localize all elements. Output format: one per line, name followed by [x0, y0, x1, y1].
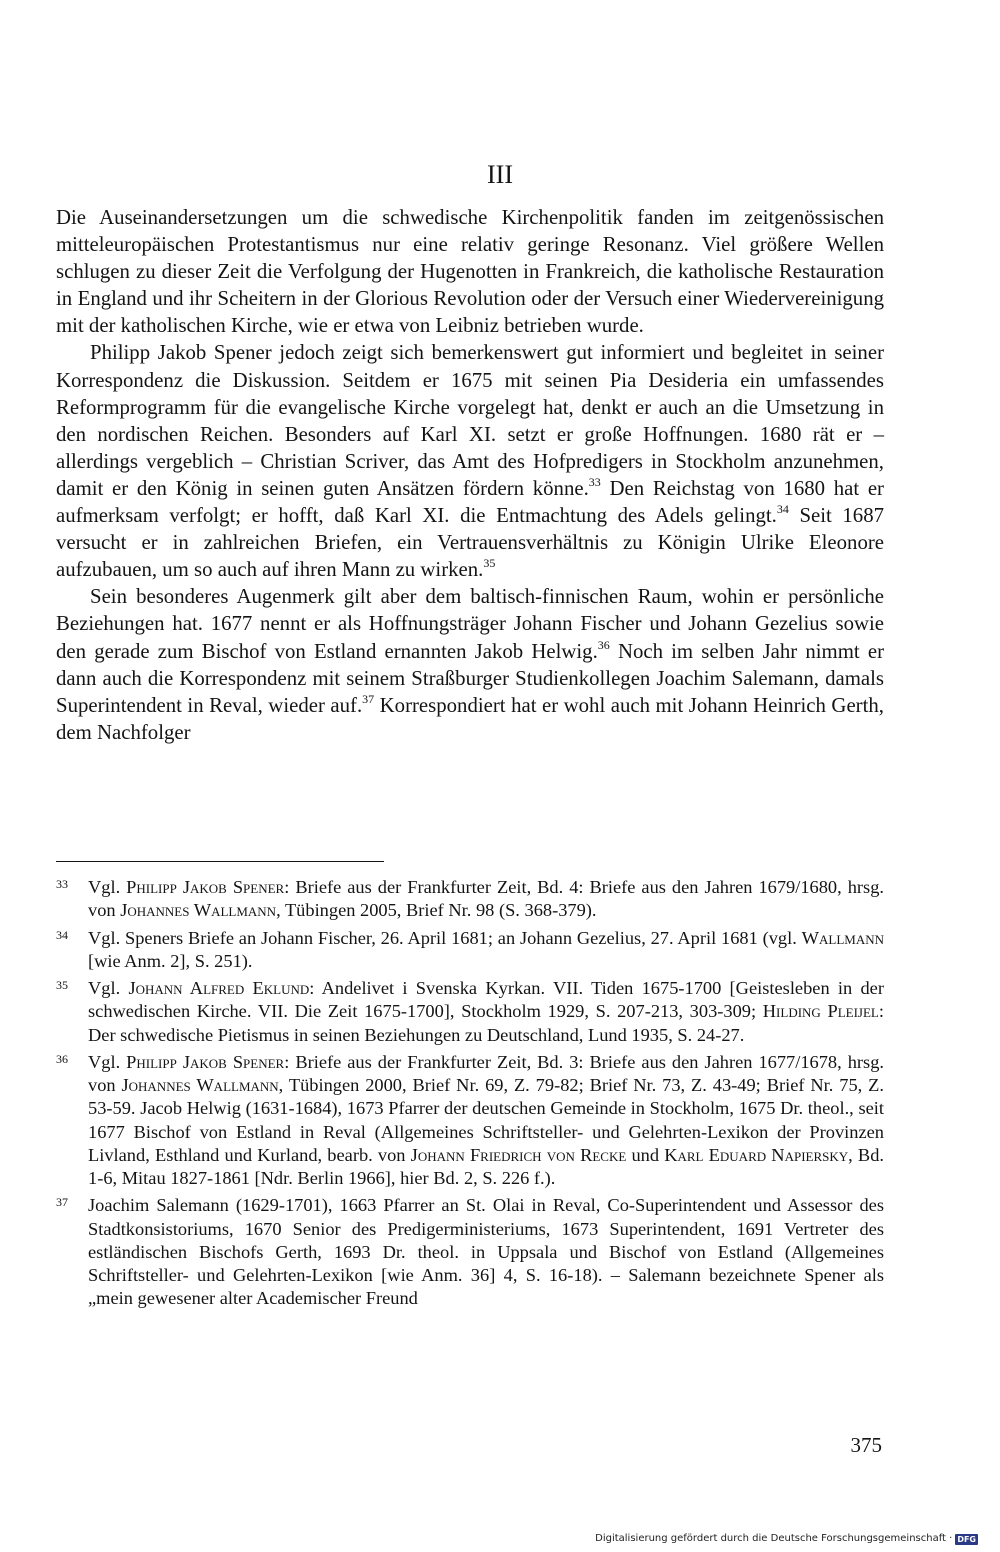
footnote-ref-35[interactable]: 35 — [483, 556, 496, 571]
footnote-34 — [56, 927, 884, 973]
paragraph-3-part-2: Noch im selben Jahr nimmt er dann auch die Korrespondenz mit seinem Straßburger Studienkollegen Joachim Salemann, damals Superintendent in Reval, wieder auf. — [56, 639, 885, 717]
footnote-text — [88, 927, 884, 973]
footnote-text-part: : Briefe aus der Frankfurter Zeit, Bd. 3: Briefe aus den Jahren 1677/1678, hrsg. von — [88, 1051, 884, 1096]
footnote-ref-37[interactable]: 37 — [362, 691, 375, 706]
footnote-ref-36[interactable]: 36 — [597, 637, 610, 652]
section-heading: III — [487, 160, 513, 189]
author-name: Philipp Jakob Spener — [126, 877, 285, 897]
footnote-36 — [56, 1051, 884, 1190]
footnote-text-part: Vgl. — [88, 1051, 127, 1072]
footnote-text-part: und — [626, 1144, 665, 1165]
dfg-logo-icon: DFG — [957, 1534, 976, 1544]
credit-text: Digitalisierung gefördert durch die Deutsche Forschungsgemeinschaft · — [595, 1533, 953, 1544]
footnote-33 — [56, 876, 884, 922]
footnote-text-part: , Tübingen 2005, Brief Nr. 98 (S. 368-379). — [276, 900, 597, 921]
footnote-text-part: , Bd. 1-6, Mitau 1827-1861 [Ndr. Berlin 1966], hier Bd. 2, S. 226 f.). — [88, 1144, 884, 1188]
footnote-text-part: : Der schwedische Pietismus in seinen Beziehungen zu Deutschland, Lund 1935, S. 24-27. — [88, 1001, 884, 1045]
author-name: Johannes Wallmann — [120, 900, 277, 921]
footnote-text-part: Vgl. Speners Briefe an Johann Fischer, 26. April 1681; an Johann Gezelius, 27. April 1681 (vgl. — [88, 927, 802, 948]
footnote-number: 36 — [56, 1051, 68, 1066]
footnote-37 — [56, 1194, 884, 1310]
footnote-ref-33[interactable]: 33 — [588, 474, 601, 489]
body-text — [56, 204, 884, 746]
page-number: 375 — [850, 1433, 882, 1457]
footnote-text-part: [wie Anm. 2], S. 251). — [88, 950, 253, 971]
author-name: Karl Eduard Napiersky — [664, 1144, 849, 1165]
author-name: Hilding Pleijel — [762, 1001, 879, 1022]
footnote-text — [88, 1051, 884, 1190]
footnote-text-part: , Tübingen 2000, Brief Nr. 69, Z. 79-82; Brief Nr. 73, Z. 43-49; Brief Nr. 75, Z. 53-59. Jacob Helwig (1631-1684), 1673 Pfarrer der deutschen Gemeinde in Stockholm, 1675 Dr. theol., seit 1677 Bischof von Estland in Reval (Allgemeines Schriftsteller- und Gelehrten-Lexikon der Provinzen Livland, Esthland und Kurland, bearb. von — [88, 1075, 884, 1165]
paragraph-2-part-3: Seit 1687 versucht er in zahlreichen Briefen, ein Vertrauensverhältnis zu Königin Ulrike Eleonore aufzubauen, um so auch auf ihren Mann zu wirken. — [56, 504, 885, 582]
paragraph-1: Die Auseinandersetzungen um die schwedische Kirchenpolitik fanden im zeitgenössischen mitteleuropäischen Protestantismus nur eine relativ geringe Resonanz. Viel größere Wellen schlugen zu dieser Zeit die Verfolgung der Hugenotten in Frankreich, die katholische Restauration in England und ihr Scheitern in der Glorious Revolution oder der Versuch einer Wiedervereinigung mit der katholischen Kirche, wie er etwa von Leibniz betrieben wurde. — [56, 206, 884, 338]
footnote-text-part: : Andelivet i Svenska Kyrkan. VII. Tiden 1675-1700 [Geistesleben in der schwedischen Kirche. VII. Die Zeit 1675-1700], Stockholm 1929, S. 207-213, 303-309; — [88, 978, 884, 1022]
paragraph-2 — [56, 339, 884, 583]
author-name: Johann Alfred Eklund — [128, 978, 310, 999]
paragraph-3-part-1: Sein besonderes Augenmerk gilt aber dem baltisch-finnischen Raum, wohin er persönliche Beziehungen hat. 1677 nennt er als Hoffnungsträger Johann Fischer und Johann Gezelius sowie den gerade zum Bischof von Estland ernannten Jakob Helwig. — [56, 585, 884, 663]
footnote-number: 35 — [56, 978, 68, 993]
footnote-text: Joachim Salemann (1629-1701), 1663 Pfarrer an St. Olai in Reval, Co-Superintendent und Assessor des Stadtkonsistoriums, 1670 Senior des Predigerministeriums, 1673 Superintendent, 1691 Vertreter des estländischen Bischofs Gerth, 1693 Dr. theol. in Uppsala und Bischof von Estland (Allgemeines Schriftsteller- und Gelehrten-Lexikon [wie Anm. 36] 4, S. 16-18). – Salemann bezeichnete Spener als „mein gewesener alter Academischer Freund — [88, 1195, 884, 1309]
footnote-divider — [56, 861, 384, 862]
author-name: Wallmann — [801, 927, 884, 948]
paragraph-3-part-3: Korrespondiert hat er wohl auch mit Johann Heinrich Gerth, dem Nachfolger — [56, 693, 884, 744]
digitization-credit — [595, 1532, 978, 1546]
footnote-number: 33 — [56, 877, 68, 891]
footnote-text — [88, 876, 884, 922]
footnote-text-part: Vgl. — [88, 877, 127, 897]
footnote-text-part: : Briefe aus der Frankfurter Zeit, Bd. 4: Briefe aus den Jahren 1679/1680, hrsg. von — [88, 877, 884, 921]
author-name: Johann Friedrich von Recke — [410, 1144, 627, 1165]
author-name: Johannes Wallmann — [121, 1075, 279, 1096]
paragraph-3 — [56, 583, 884, 746]
author-name: Philipp Jakob Spener — [126, 1051, 285, 1072]
footnote-text-part: Vgl. — [88, 978, 129, 999]
footnote-ref-34[interactable]: 34 — [776, 502, 789, 517]
footnotes — [56, 876, 884, 1315]
footnote-text — [88, 977, 884, 1047]
footnote-35 — [56, 977, 884, 1047]
paragraph-2-part-2: Den Reichstag von 1680 hat er aufmerksam verfolgt; er hofft, daß Karl XI. die Entmachtung des Adels gelingt. — [56, 476, 884, 528]
footnote-number: 37 — [56, 1195, 68, 1210]
paragraph-2-part-1: Philipp Jakob Spener jedoch zeigt sich bemerkenswert gut informiert und begleitet in seiner Korrespondenz die Diskussion. Seitdem er 1675 mit seinen Pia Desideria ein umfassendes Reformprogramm für die evangelische Kirche vorgelegt hat, denkt er auch an die Umsetzung in den nordischen Reichen. Besonders auf Karl XI. setzt er große Hoffnungen. 1680 rät er – allerdings vergeblich – Christian Scriver, das Amt des Hofpredigers in Stockholm anzunehmen, damit er den König in seinen guten Ansätzen fördern könne. — [56, 341, 884, 500]
footnote-number: 34 — [56, 927, 68, 942]
